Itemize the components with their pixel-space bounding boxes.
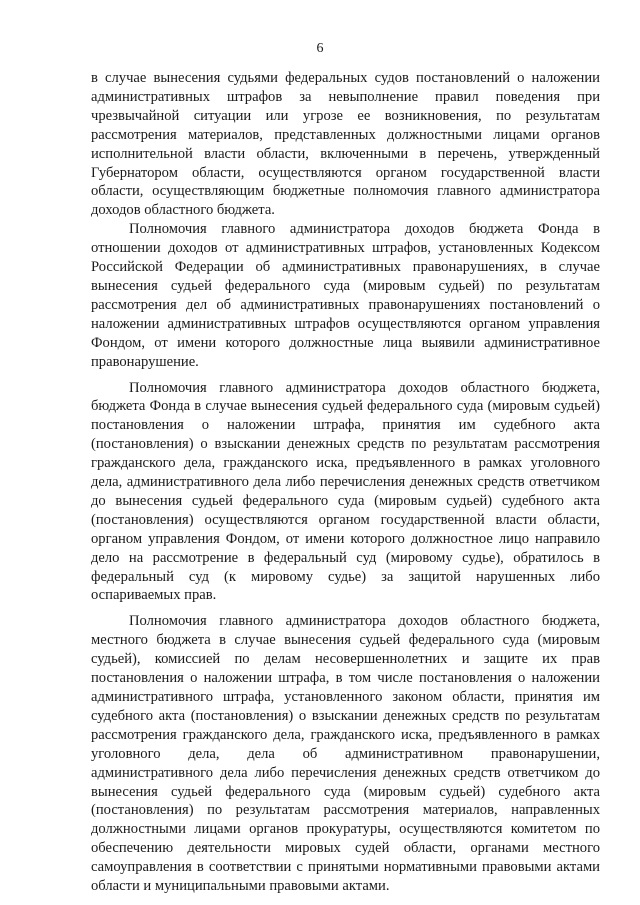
paragraph-local-budget: Полномочия главного администратора доходов областного бюджета, местного бюджета в случае вынесения судьей федерального суда (мировым судьей), комиссией по делам несовершеннолетних и защите их прав постановления о наложении штрафа, в том числе постановления о наложении административного штрафа, установленного законом области, принятия им судебного акта (постановления) о взыскании денежных средств по результатам рассмотрения гражданского дела, гражданского иска, предъявленного в рамках уголовного дела, дела об административном правонарушении, административного дела либо перечисления денежных средств ответчиком до вынесения судьей федерального суда (мировым судьей) судебного акта (постановления) по результатам рассмотрения материалов, направленных должностными лицами органов прокуратуры, осуществляются комитетом по обеспечению деятельности мировых судей области, органами местного самоуправления в соответствии с принятыми нормативными правовыми актами области и муниципальными правовыми актами. [91, 613, 600, 895]
paragraph-court-decisions: Полномочия главного администратора доходов областного бюджета, бюджета Фонда в случае вынесения судьей федерального суда (мировым судьей) постановления о наложении штрафа, принятия им судебного акта (постановления) о взыскании денежных средств по результатам рассмотрения гражданского дела, гражданского иска, предъявленного в рамках уголовного дела, административного дела либо перечисления денежных средств ответчиком до вынесения судьей федерального суда (мировым судьей) судебного акта (постановления) осуществляются органом государственной власти области, органом управления Фондом, от имени которого должностное лицо направило дело на рассмотрение в федеральный суд (мировому судье), обратилось в федеральный суд (к мировому судье) за защитой нарушенных либо оспариваемых прав. [91, 379, 600, 604]
paragraph-continuation: в случае вынесения судьями федеральных судов постановлений о наложении административных штрафов за невыполнение правил поведения при чрезвычайной ситуации или угрозе ее возникновения, по результатам рассмотрения материалов, представленных должностными лицами органов исполнительной власти области, включенными в перечень, утвержденный Губернатором области, осуществляются органом государственной власти области, осуществляющим бюджетные полномочия главного администратора доходов областного бюджета. [91, 70, 600, 219]
page-number: 6 [316, 41, 324, 56]
document-body [91, 69, 600, 896]
paragraph-fund-fines: Полномочия главного администратора доходов бюджета Фонда в отношении доходов от административных штрафов, установленных Кодексом Российской Федерации об административных правонарушениях, в случае вынесения судьей федерального суда (мировым судьей) по результатам рассмотрения дел об административных правонарушениях постановлений о наложении административных штрафов осуществляются органом управления Фондом, от имени которого должностные лица выявили административное правонарушение. [91, 221, 600, 370]
